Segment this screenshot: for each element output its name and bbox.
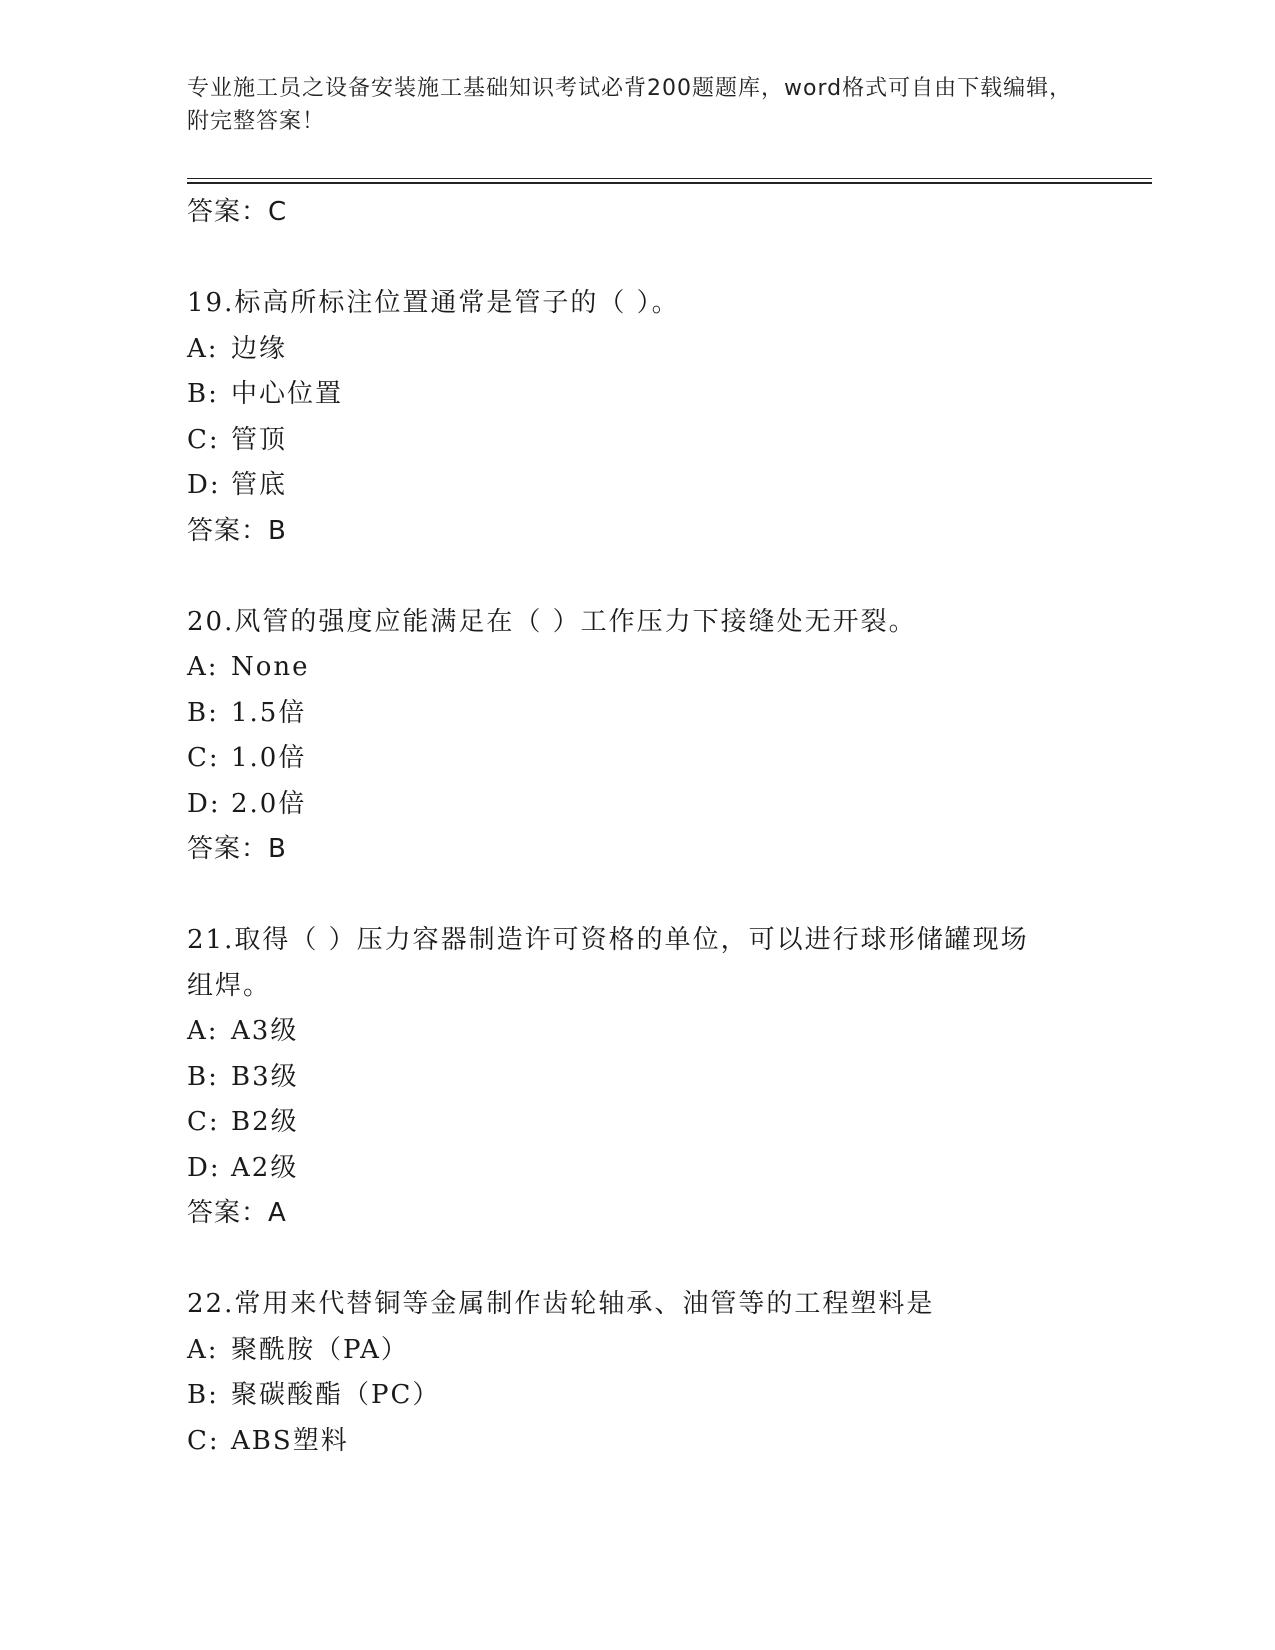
option-key: B: — [187, 1061, 219, 1092]
option-key: B: — [187, 697, 219, 728]
option-b — [187, 1055, 1087, 1101]
question-stem: 20.风管的强度应能满足在（ ）工作压力下接缝处无开裂。 — [187, 606, 917, 637]
spacer — [187, 554, 1087, 600]
option-key: D: — [187, 1152, 221, 1183]
option-key: C: — [187, 424, 220, 455]
answer-line: 答案：C — [187, 197, 288, 227]
document-body — [187, 190, 1087, 1464]
header-rule-thick — [187, 182, 1152, 184]
option-c — [187, 1100, 1087, 1146]
answer-line: 答案：B — [187, 515, 287, 546]
option-text: ABS塑料 — [231, 1425, 349, 1456]
option-d — [187, 1146, 1087, 1192]
option-key: C: — [187, 1425, 220, 1456]
option-text: 聚酰胺（PA） — [231, 1334, 409, 1365]
option-key: C: — [187, 743, 220, 773]
option-c — [187, 736, 1087, 782]
option-text: 中心位置 — [231, 379, 344, 409]
option-c — [187, 1419, 1087, 1465]
option-a — [187, 1328, 1087, 1374]
option-a — [187, 645, 1087, 691]
option-text: A3级 — [231, 1016, 299, 1046]
option-key: B: — [187, 379, 219, 409]
option-text: 管顶 — [231, 424, 288, 455]
option-key: A: — [187, 1016, 219, 1046]
spacer — [187, 1237, 1087, 1283]
option-key: B: — [187, 1380, 219, 1410]
option-text: B3级 — [231, 1061, 299, 1092]
option-text: 2.0倍 — [231, 788, 307, 819]
option-text: A2级 — [231, 1152, 299, 1183]
question-block — [187, 281, 1087, 554]
question-block — [187, 1282, 1087, 1464]
option-d — [187, 782, 1087, 828]
option-b — [187, 372, 1087, 418]
question-stem: 19.标高所标注位置通常是管子的（ ）。 — [187, 288, 680, 318]
option-text: 1.5倍 — [231, 697, 307, 728]
option-text: 聚碳酸酯（PC） — [231, 1380, 441, 1410]
question-block — [187, 918, 1087, 1237]
header-rule-thin — [187, 178, 1152, 179]
option-key: C: — [187, 1107, 220, 1137]
question-stem-continued: 组焊。 — [187, 970, 272, 1001]
option-b — [187, 1373, 1087, 1419]
answer-line: 答案：A — [187, 1198, 287, 1228]
option-text: None — [231, 652, 310, 682]
option-key: A: — [187, 1334, 219, 1365]
question-stem: 21.取得（ ）压力容器制造许可资格的单位，可以进行球形储罐现场 — [187, 925, 1029, 955]
question-stem: 22.常用来代替铜等金属制作齿轮轴承、油管等的工程塑料是 — [187, 1289, 935, 1319]
option-b — [187, 691, 1087, 737]
option-text: 边缘 — [231, 333, 288, 364]
spacer — [187, 236, 1087, 282]
option-text: 管底 — [231, 470, 288, 500]
option-key: D: — [187, 788, 221, 819]
option-a — [187, 327, 1087, 373]
option-text: 1.0倍 — [231, 743, 307, 773]
question-block — [187, 600, 1087, 873]
option-a — [187, 1009, 1087, 1055]
option-d — [187, 463, 1087, 509]
spacer — [187, 873, 1087, 919]
option-text: B2级 — [231, 1107, 299, 1137]
option-key: A: — [187, 333, 219, 364]
header-text: 专业施工员之设备安装施工基础知识考试必背200题题库，word格式可自由下载编辑，附完整答案！ — [187, 76, 1073, 134]
option-key: D: — [187, 470, 221, 500]
document-header — [187, 72, 1087, 138]
answer-line: 答案：B — [187, 834, 287, 864]
option-c — [187, 418, 1087, 464]
option-key: A: — [187, 652, 219, 682]
